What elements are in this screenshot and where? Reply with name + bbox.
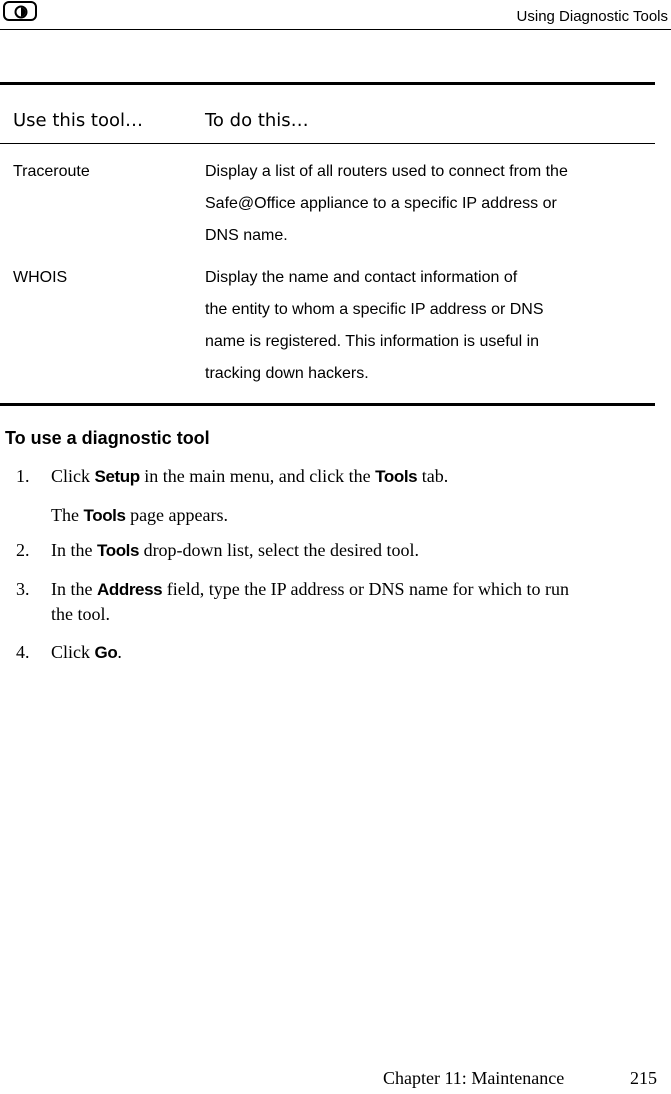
step-text: In the Tools drop-down list, select the desired tool.	[51, 540, 420, 560]
tools-table	[0, 82, 655, 406]
footer-chapter: Chapter 11: Maintenance	[383, 1068, 565, 1088]
description-line: tracking down hackers.	[205, 365, 369, 382]
step-text: Click Go.	[51, 642, 122, 662]
tool-name: WHOIS	[13, 269, 68, 286]
table-header-row	[0, 85, 655, 143]
ui-term-address: Address	[96, 580, 163, 599]
ui-term-go: Go	[94, 643, 118, 662]
step-text: In the Address field, type the IP address or DNS name for which to run the tool.	[51, 579, 569, 624]
running-header-title: Using Diagnostic Tools	[516, 8, 668, 25]
step-number: 3.	[16, 579, 30, 599]
column-header-tool: Use this tool…	[13, 110, 143, 131]
ui-term-tools: Tools	[83, 506, 126, 525]
table-bottom-rule	[0, 403, 655, 406]
column-header-purpose: To do this…	[205, 110, 309, 131]
description-line: Display the name and contact information of	[205, 269, 518, 286]
eye-circle-icon	[14, 5, 28, 19]
description-line: Display a list of all routers used to connect from the	[205, 163, 568, 180]
brand-logo	[3, 1, 37, 21]
ui-term-setup: Setup	[94, 467, 140, 486]
table-row	[0, 251, 655, 403]
procedure-heading: To use a diagnostic tool	[5, 428, 210, 448]
ui-term-tools: Tools	[375, 467, 418, 486]
tool-name: Traceroute	[13, 163, 90, 180]
description-line: Safe@Office appliance to a specific IP address or	[205, 195, 557, 212]
step-text: Click Setup in the main menu, and click the Tools tab.	[51, 466, 449, 486]
step-number: 2.	[16, 540, 30, 560]
step-number: 4.	[16, 642, 30, 662]
step-number: 1.	[16, 466, 30, 486]
description-line: name is registered. This information is useful in	[205, 333, 540, 350]
step-result-text: The Tools page appears.	[51, 505, 229, 525]
tool-description	[205, 156, 645, 252]
description-line: the entity to whom a specific IP address or DNS	[205, 301, 544, 318]
tool-description	[205, 262, 645, 390]
ui-term-tools: Tools	[96, 541, 140, 560]
header-divider	[0, 29, 671, 30]
table-row	[0, 144, 655, 251]
footer-page-number: 215	[630, 1068, 657, 1088]
description-line: DNS name.	[205, 227, 288, 244]
